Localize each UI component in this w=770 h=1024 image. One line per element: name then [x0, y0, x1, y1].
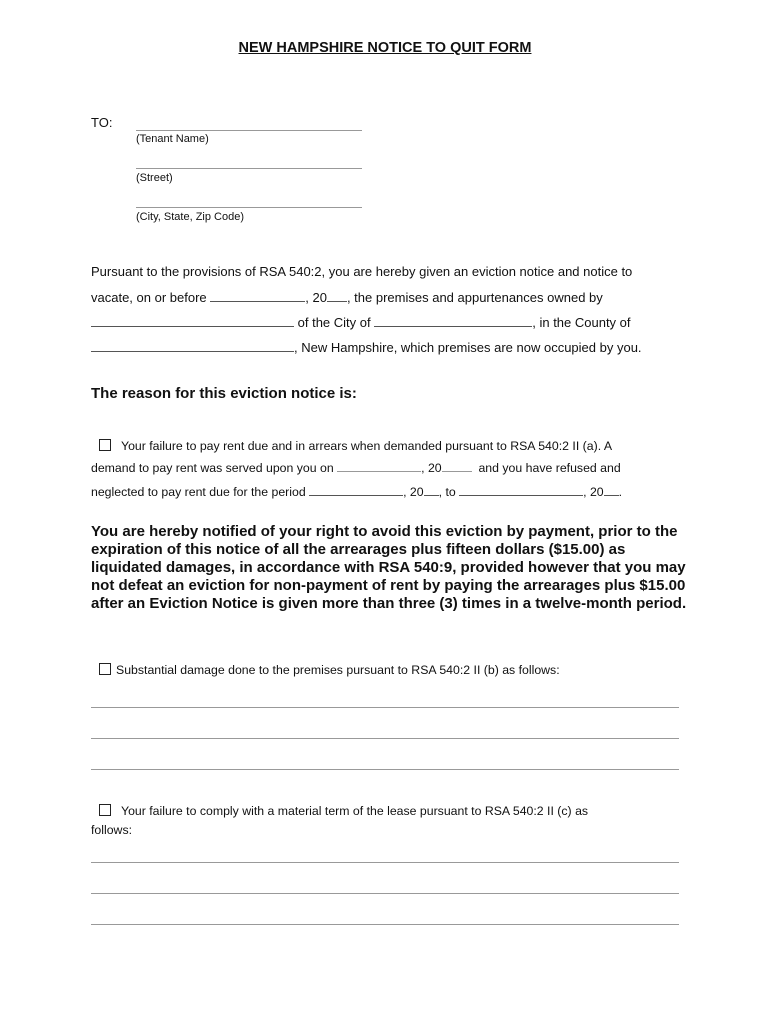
- reason-text: and you have refused and: [478, 461, 621, 475]
- reason-c-line-1: [99, 804, 588, 818]
- period-start-year-field[interactable]: [424, 483, 439, 496]
- county-field[interactable]: [91, 339, 294, 352]
- reason-a-checkbox[interactable]: [99, 439, 111, 451]
- demand-year-field[interactable]: [442, 459, 472, 472]
- tenant-name-field[interactable]: [136, 130, 362, 131]
- reason-c-checkbox[interactable]: [99, 804, 111, 816]
- reason-a-line-2: [91, 459, 621, 475]
- notice-line-1: Pursuant to the provisions of RSA 540:2, you are hereby given an eviction notice and notice to: [91, 264, 633, 279]
- tenant-name-label: (Tenant Name): [136, 133, 209, 145]
- reason-c-line-2: follows:: [91, 823, 133, 837]
- city-state-zip-label: (City, State, Zip Code): [136, 211, 244, 223]
- notice-line-2: [91, 289, 603, 305]
- period-start-field[interactable]: [309, 483, 403, 496]
- reason-b-checkbox[interactable]: [99, 663, 111, 675]
- lease-line-3[interactable]: [91, 924, 679, 925]
- period-end-field[interactable]: [459, 483, 583, 496]
- city-field[interactable]: [374, 314, 532, 327]
- damage-line-3[interactable]: [91, 769, 679, 770]
- reason-b: [99, 663, 560, 677]
- notice-text: , in the County of: [532, 315, 631, 330]
- notice-text: , 20: [305, 290, 327, 305]
- notice-text: , the premises and appurtenances owned by: [346, 290, 603, 305]
- reason-text: , to: [438, 485, 456, 499]
- reason-text: .: [618, 485, 623, 499]
- reason-text: , 20: [583, 485, 604, 499]
- notice-line-4: [91, 339, 642, 355]
- reason-a-line-3: [91, 483, 622, 499]
- vacate-date-field[interactable]: [210, 289, 305, 302]
- page-title: [0, 40, 770, 56]
- demand-date-field[interactable]: [337, 459, 421, 472]
- reason-text: Substantial damage done to the premises pursuant to RSA 540:2 II (b) as follows:: [116, 663, 560, 677]
- notice-text: , New Hampshire, which premises are now occupied by you.: [294, 340, 642, 355]
- reason-heading: The reason for this eviction notice is:: [91, 385, 357, 402]
- reason-text: neglected to pay rent due for the period: [91, 485, 306, 499]
- reason-a-line-1: [99, 439, 612, 453]
- notice-text: of the City of: [297, 315, 371, 330]
- reason-text: Your failure to comply with a material term of the lease pursuant to RSA 540:2 II (c) as: [121, 804, 589, 818]
- street-label: (Street): [136, 172, 173, 184]
- vacate-year-field[interactable]: [327, 289, 347, 302]
- payment-notice: You are hereby notified of your right to avoid this eviction by payment, prior to the expiration of this notice of all the arrearages plus fifteen dollars ($15.00) as liquidated damages, in accordance with RSA 540:9, provided however that you may not defeat an eviction for non-payment of rent by paying the arrearages plus $15.00 after an Eviction Notice is given more than three (3) times in a twelve-month period.: [91, 523, 687, 612]
- notice-line-3: [91, 314, 631, 330]
- city-state-zip-field[interactable]: [136, 207, 362, 208]
- reason-text: demand to pay rent was served upon you on: [91, 461, 334, 475]
- damage-line-1[interactable]: [91, 707, 679, 708]
- reason-text: Your failure to pay rent due and in arrears when demanded pursuant to RSA 540:2 II (a). A: [121, 439, 613, 453]
- lease-line-1[interactable]: [91, 862, 679, 863]
- reason-text: , 20: [403, 485, 424, 499]
- to-label: TO:: [91, 115, 113, 130]
- period-end-year-field[interactable]: [604, 483, 619, 496]
- reason-text: , 20: [421, 461, 442, 475]
- title-text: NEW HAMPSHIRE NOTICE TO QUIT FORM: [238, 40, 532, 56]
- street-field[interactable]: [136, 168, 362, 169]
- owner-field[interactable]: [91, 314, 294, 327]
- damage-line-2[interactable]: [91, 738, 679, 739]
- lease-line-2[interactable]: [91, 893, 679, 894]
- notice-text: vacate, on or before: [91, 290, 207, 305]
